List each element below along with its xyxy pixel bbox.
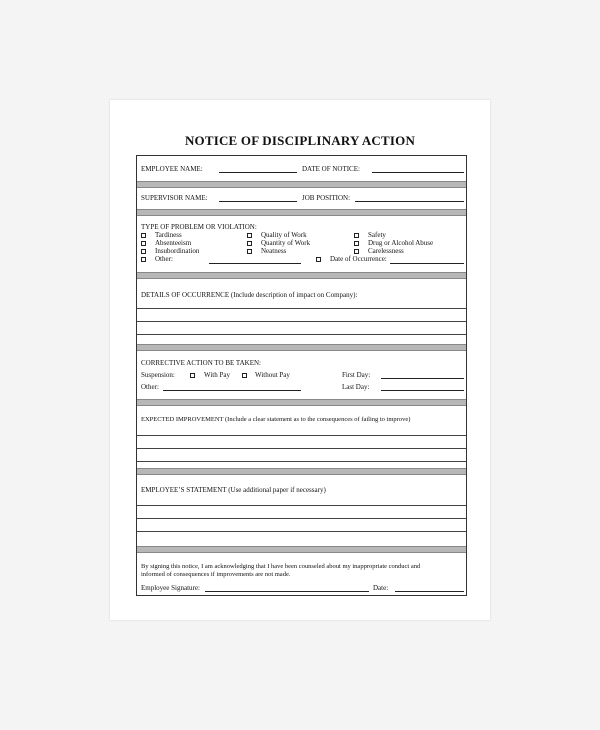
with-pay-checkbox[interactable]: [190, 373, 195, 378]
safety-label: Safety: [368, 231, 386, 239]
drug-alcohol-label: Drug or Alcohol Abuse: [368, 239, 434, 247]
page-title: NOTICE OF DISCIPLINARY ACTION: [184, 133, 416, 148]
signature-date-label: Date:: [373, 584, 389, 592]
corrective-heading: CORRECTIVE ACTION TO BE TAKEN:: [141, 359, 261, 367]
corrective-other-field[interactable]: [163, 390, 301, 391]
section-divider: [137, 209, 466, 216]
tardiness-label: Tardiness: [155, 231, 182, 239]
section-divider: [137, 181, 466, 188]
improvement-line[interactable]: [137, 448, 466, 449]
section-divider: [137, 272, 466, 279]
date-of-notice-field[interactable]: [372, 172, 464, 173]
date-of-occurrence-checkbox[interactable]: [316, 257, 321, 262]
tardiness-checkbox[interactable]: [141, 233, 146, 238]
section-divider: [137, 546, 466, 553]
details-heading: DETAILS OF OCCURRENCE (Include description of impact on Company):: [141, 291, 358, 299]
absenteeism-label: Absenteeism: [155, 239, 192, 247]
corrective-other-label: Other:: [141, 383, 159, 391]
section-divider: [137, 399, 466, 406]
statement-heading: EMPLOYEE’S STATEMENT (Use additional paper if necessary): [141, 486, 326, 494]
other-violation-field[interactable]: [209, 263, 301, 264]
signing-text-line2: informed of consequences if improvements are not made.: [141, 571, 291, 578]
supervisor-name-field[interactable]: [219, 201, 297, 202]
signing-text-line1: By signing this notice, I am acknowledging that I have been counseled about my inappropriate conduct and: [141, 563, 421, 570]
job-position-field[interactable]: [355, 201, 464, 202]
supervisor-name-label: SUPERVISOR NAME:: [141, 194, 208, 202]
quantity-of-work-checkbox[interactable]: [247, 241, 252, 246]
carelessness-checkbox[interactable]: [354, 249, 359, 254]
first-day-field[interactable]: [381, 378, 464, 379]
details-line[interactable]: [137, 321, 466, 322]
details-line[interactable]: [137, 308, 466, 309]
employee-signature-label: Employee Signature:: [141, 584, 200, 592]
employee-name-field[interactable]: [219, 172, 297, 173]
quantity-of-work-label: Quantity of Work: [261, 239, 311, 247]
employee-name-label: EMPLOYEE NAME:: [141, 165, 203, 173]
statement-line[interactable]: [137, 531, 466, 532]
section-divider: [137, 344, 466, 351]
date-of-notice-label: DATE OF NOTICE:: [302, 165, 360, 173]
quality-of-work-checkbox[interactable]: [247, 233, 252, 238]
details-line[interactable]: [137, 334, 466, 335]
first-day-label: First Day:: [342, 371, 371, 379]
absenteeism-checkbox[interactable]: [141, 241, 146, 246]
suspension-label: Suspension:: [141, 371, 175, 379]
last-day-label: Last Day:: [342, 383, 370, 391]
date-of-occurrence-label: Date of Occurrence:: [330, 255, 387, 263]
neatness-checkbox[interactable]: [247, 249, 252, 254]
last-day-field[interactable]: [381, 390, 464, 391]
other-checkbox[interactable]: [141, 257, 146, 262]
improvement-line[interactable]: [137, 461, 466, 462]
disciplinary-form: [136, 155, 467, 596]
without-pay-label: Without Pay: [255, 371, 290, 379]
improvement-line[interactable]: [137, 435, 466, 436]
drug-alcohol-checkbox[interactable]: [354, 241, 359, 246]
section-divider: [137, 468, 466, 475]
employee-signature-field[interactable]: [205, 591, 369, 592]
with-pay-label: With Pay: [204, 371, 230, 379]
statement-line[interactable]: [137, 518, 466, 519]
improvement-heading: EXPECTED IMPROVEMENT (Include a clear statement as to the consequences of failing to improve): [141, 416, 411, 423]
violation-heading: TYPE OF PROBLEM OR VIOLATION:: [141, 223, 257, 231]
quality-of-work-label: Quality of Work: [261, 231, 307, 239]
carelessness-label: Carelessness: [368, 247, 404, 255]
neatness-label: Neatness: [261, 247, 287, 255]
insubordination-checkbox[interactable]: [141, 249, 146, 254]
signature-date-field[interactable]: [395, 591, 464, 592]
safety-checkbox[interactable]: [354, 233, 359, 238]
date-of-occurrence-field[interactable]: [390, 263, 464, 264]
without-pay-checkbox[interactable]: [242, 373, 247, 378]
other-label: Other:: [155, 255, 173, 263]
statement-line[interactable]: [137, 505, 466, 506]
job-position-label: JOB POSITION:: [302, 194, 351, 202]
insubordination-label: Insubordination: [155, 247, 200, 255]
